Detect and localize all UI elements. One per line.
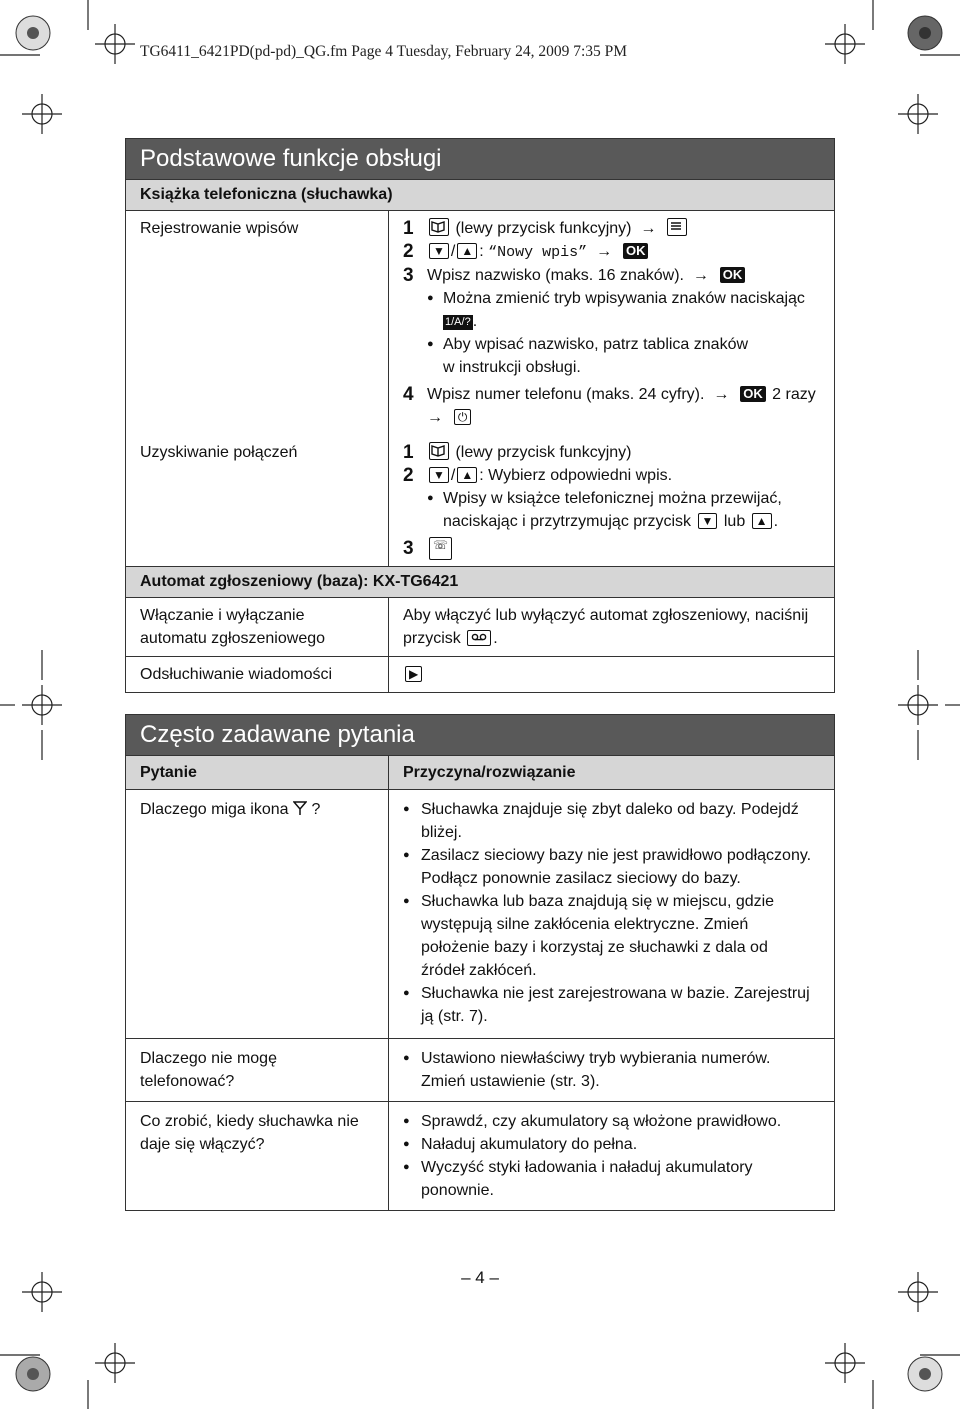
calling-row [126, 435, 834, 567]
faq-row [126, 1102, 834, 1210]
answer-bullet: ● Zasilacz sieciowy bazy nie jest prawidłowo podłączony. Podłącz ponownie zasilacz sieciowy do bazy. [403, 844, 824, 890]
off-power-icon: ⏻ [454, 409, 472, 425]
registration-mark-icon [95, 1343, 135, 1383]
bullet: ● Wpisy w książce telefonicznej można przewijać, naciskając i przytrzymując przycisk ▼ lub ▲ . [403, 487, 824, 533]
file-header: TG6411_6421PD(pd-pd)_QG.fm Page 4 Tuesday, February 24, 2009 7:35 PM [140, 43, 628, 60]
down-arrow-icon: ▼ [429, 243, 449, 259]
faq-answer [388, 1039, 834, 1101]
step: 3 ☏ [403, 537, 824, 560]
answer-bullet: ● Sprawdź, czy akumulatory są włożone prawidłowo. [403, 1110, 824, 1133]
arrow-right-icon: → [688, 267, 714, 284]
step: 2 ▼ / ▲ : “Nowy wpis” → OK [403, 240, 824, 264]
calling-label: Uzyskiwanie połączeń [140, 444, 298, 461]
section-title: Podstawowe funkcje obsługi [126, 139, 834, 180]
col-answer-header: Przyczyna/rozwiązanie [388, 756, 834, 789]
listen-label: Odsłuchiwanie wiadomości [140, 666, 333, 683]
menu-icon [667, 218, 687, 236]
phonebook-subtitle: Książka telefoniczna (słuchawka) [126, 180, 834, 211]
antenna-icon [293, 801, 311, 818]
registration-mark-icon [825, 1343, 865, 1383]
mode-key: 1/A/? [445, 316, 471, 328]
answer-bullet: ● Wyczyść styki ładowania i naładuj akumulatory ponownie. [403, 1156, 824, 1202]
step: 1 (lewy przycisk funkcyjny) → [403, 217, 824, 240]
starburst-mark-icon [908, 1357, 942, 1391]
faq-header-row [126, 756, 834, 790]
ok-key: OK [740, 386, 766, 402]
arrow-right-icon: → [591, 243, 617, 260]
listen-row [126, 657, 834, 692]
starburst-mark-icon [16, 16, 50, 50]
answering-toggle-row [126, 598, 834, 657]
page-number: – 4 – [461, 1268, 499, 1287]
arrow-right-icon: → [427, 409, 448, 426]
answer-bullet: ● Ustawiono niewłaściwy tryb wybierania numerów. Zmień ustawienie (str. 3). [403, 1047, 824, 1093]
faq-question: Co zrobić, kiedy słuchawka nie daje się włączyć? [140, 1113, 359, 1153]
registration-mark-icon [22, 94, 62, 134]
basic-operations-table [125, 138, 835, 693]
faq-row [126, 790, 834, 1039]
ok-key: OK [623, 243, 649, 259]
up-arrow-icon: ▲ [457, 243, 477, 259]
faq-table [125, 714, 835, 1211]
up-arrow-icon: ▲ [457, 467, 477, 483]
phonebook-icon [429, 218, 449, 236]
starburst-mark-icon [16, 1357, 50, 1391]
calling-steps [388, 435, 834, 566]
registration-mark-icon [825, 24, 865, 64]
arrow-right-icon: → [708, 386, 734, 403]
toggle-label: Włączanie i wyłączanie automatu zgłoszeniowego [140, 607, 326, 647]
faq-row [126, 1039, 834, 1102]
faq-title: Często zadawane pytania [126, 715, 834, 756]
step: 3 Wpisz nazwisko (maks. 16 znaków). → OK [403, 264, 824, 287]
registration-mark-icon [95, 24, 135, 64]
registration-mark-icon [898, 685, 938, 725]
arrow-right-icon: → [635, 220, 661, 237]
phonebook-icon [429, 442, 449, 460]
register-label: Rejestrowanie wpisów [140, 220, 299, 237]
col-question-header: Pytanie [140, 764, 197, 781]
answering-machine-icon [467, 630, 491, 646]
step: 1 (lewy przycisk funkcyjny) [403, 442, 632, 463]
step: 2 ▼ / ▲ : Wybierz odpowiedni wpis. [403, 465, 673, 486]
bullet: ● Aby wpisać nazwisko, patrz tablica znaków w instrukcji obsługi. [403, 333, 824, 379]
starburst-mark-icon [908, 16, 942, 50]
listen-key [388, 657, 834, 692]
up-arrow-icon: ▲ [752, 513, 772, 529]
faq-question: Dlaczego nie mogę telefonować? [140, 1050, 277, 1090]
answer-bullet: ● Słuchawka lub baza znajdują się w miejscu, gdzie występują silne zakłócenia elektryczne. Zmień położenie bazy i korzystaj ze słuchawki z dala od źródeł zakłóceń. [403, 890, 824, 982]
register-row [126, 211, 834, 435]
step: 4 Wpisz numer telefonu (maks. 24 cyfry). → OK 2 razy [403, 384, 816, 405]
answering-subtitle: Automat zgłoszeniowy (baza): KX-TG6421 [126, 567, 834, 598]
down-arrow-icon: ▼ [698, 513, 718, 529]
faq-question: Dlaczego miga ikona ? [140, 801, 321, 818]
faq-answer [388, 1102, 834, 1210]
registration-mark-icon [898, 94, 938, 134]
answer-bullet: ● Naładuj akumulatory do pełna. [403, 1133, 824, 1156]
register-steps [388, 211, 834, 435]
play-icon: ▶ [405, 666, 422, 682]
down-arrow-icon: ▼ [429, 467, 449, 483]
answer-bullet: ● Słuchawka znajduje się zbyt daleko od bazy. Podejdź bliżej. [403, 798, 824, 844]
answer-bullet: ● Słuchawka nie jest zarejestrowana w bazie. Zarejestruj ją (str. 7). [403, 982, 824, 1028]
toggle-text: Aby włączyć lub wyłączyć automat zgłoszeniowy, naciśnij przycisk . [388, 598, 834, 656]
registration-mark-icon [22, 685, 62, 725]
bullet: ● Można zmienić tryb wpisywania znaków naciskając 1/A/? . [403, 287, 824, 333]
faq-answer [388, 790, 834, 1038]
ok-key: OK [720, 267, 746, 283]
talk-icon: ☏ [429, 537, 452, 560]
